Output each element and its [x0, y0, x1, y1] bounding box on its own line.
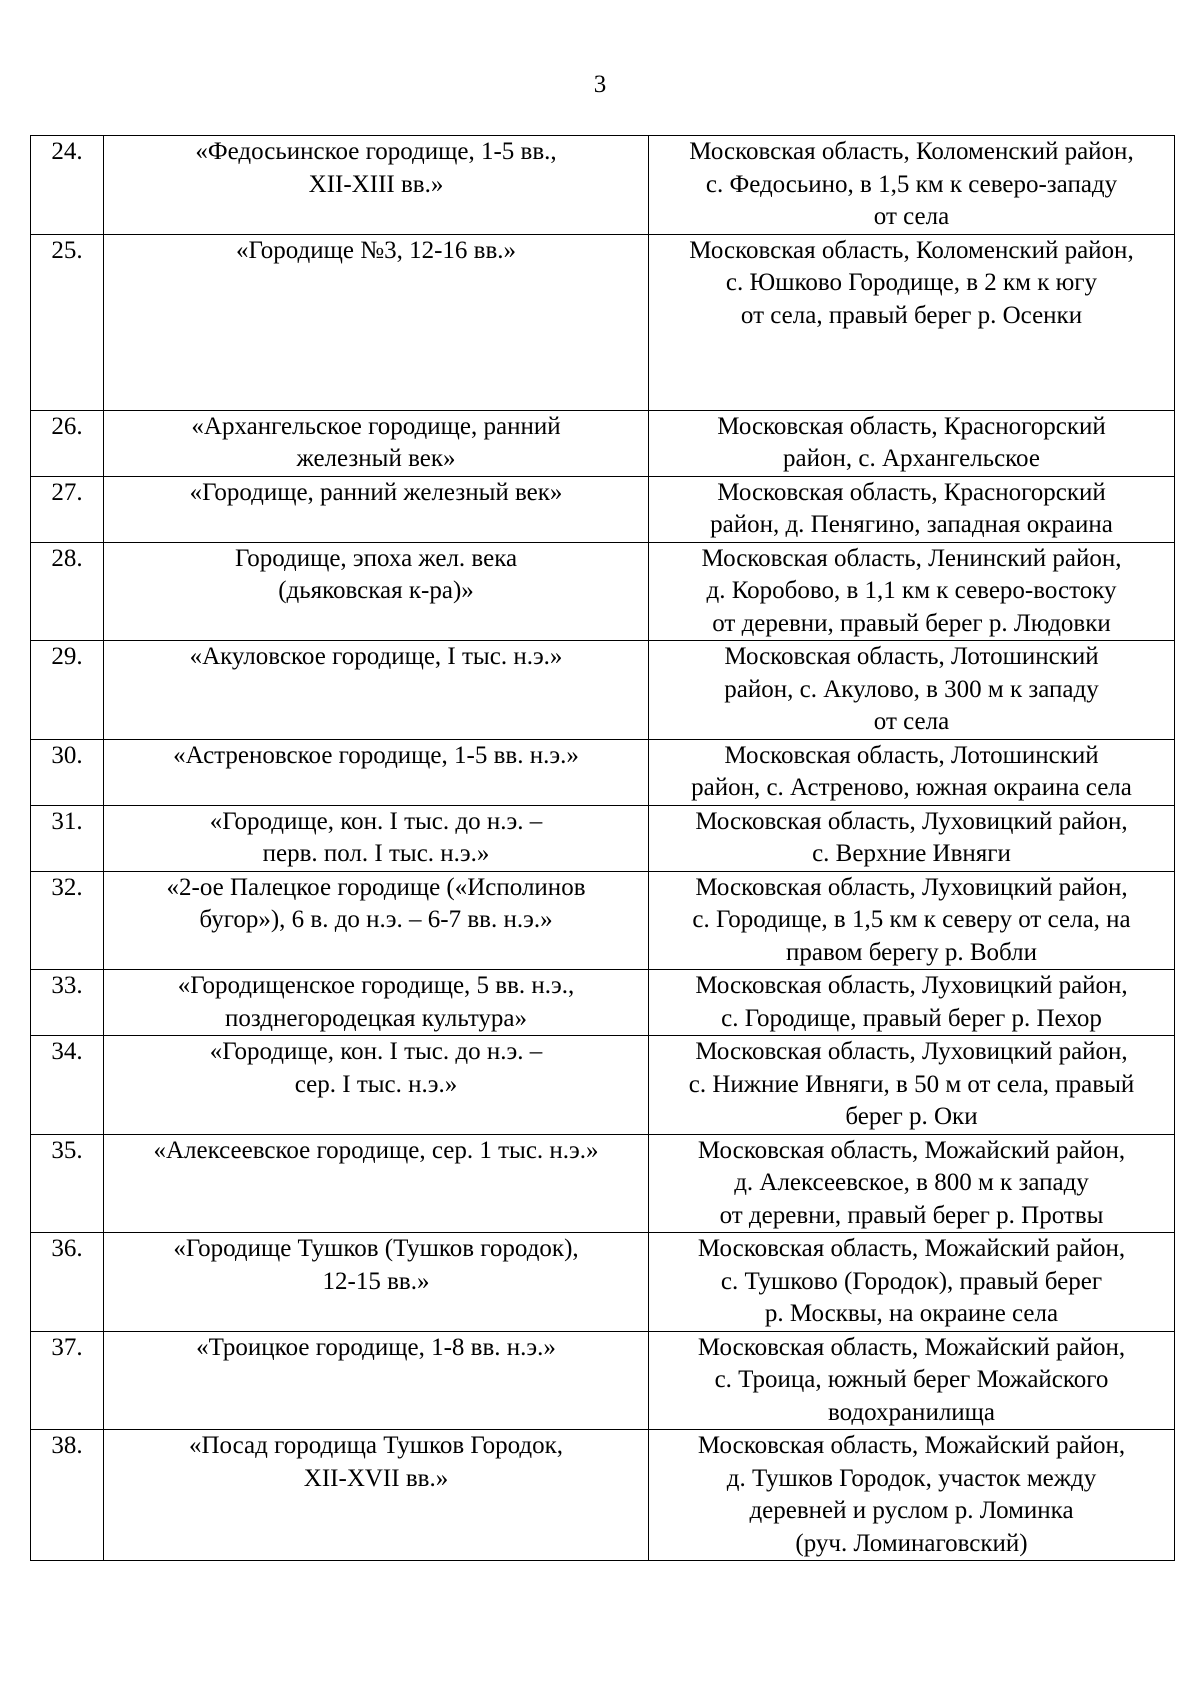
monument-location: Московская область, Красногорский район, с. Архангельское: [649, 410, 1175, 476]
monument-name: «Алексеевское городище, сер. 1 тыс. н.э.»: [104, 1134, 649, 1233]
row-number: 37.: [31, 1331, 104, 1430]
table-row: [31, 136, 1175, 235]
table-row: [31, 542, 1175, 641]
monument-location: Московская область, Луховицкий район, с. Городище, в 1,5 км к северу от села, на правом берегу р. Вобли: [649, 871, 1175, 970]
monument-name: «Городище, ранний железный век»: [104, 476, 649, 542]
row-number: 33.: [31, 970, 104, 1036]
monument-name: «Акуловское городище, I тыс. н.э.»: [104, 641, 649, 740]
monument-name: «Астреновское городище, 1-5 вв. н.э.»: [104, 739, 649, 805]
row-number: 27.: [31, 476, 104, 542]
row-number: 26.: [31, 410, 104, 476]
table-row: [31, 1134, 1175, 1233]
table-row: [31, 1036, 1175, 1135]
row-number: 36.: [31, 1233, 104, 1332]
table-row: [31, 1430, 1175, 1561]
monument-location: Московская область, Лотошинский район, с. Акулово, в 300 м к западу от села: [649, 641, 1175, 740]
monument-location: Московская область, Коломенский район, с. Юшково Городище, в 2 км к югу от села, правый берег р. Осенки: [649, 234, 1175, 410]
monument-name: Городище, эпоха жел. века (дьяковская к-ра)»: [104, 542, 649, 641]
row-number: 30.: [31, 739, 104, 805]
row-number: 29.: [31, 641, 104, 740]
row-number: 32.: [31, 871, 104, 970]
monument-location: Московская область, Можайский район, с. Троица, южный берег Можайского водохранилища: [649, 1331, 1175, 1430]
monument-location: Московская область, Луховицкий район, с. Верхние Ивняги: [649, 805, 1175, 871]
monument-location: Московская область, Луховицкий район, с. Городище, правый берег р. Пехор: [649, 970, 1175, 1036]
monument-location: Московская область, Можайский район, д. Алексеевское, в 800 м к западу от деревни, правый берег р. Протвы: [649, 1134, 1175, 1233]
monument-name: «Городище, кон. I тыс. до н.э. – сер. I тыс. н.э.»: [104, 1036, 649, 1135]
monument-name: «Троицкое городище, 1-8 вв. н.э.»: [104, 1331, 649, 1430]
table-row: [31, 1331, 1175, 1430]
monuments-table: [30, 135, 1175, 1561]
monument-location: Московская область, Можайский район, с. Тушково (Городок), правый берег р. Москвы, на окраине села: [649, 1233, 1175, 1332]
monument-location: Московская область, Можайский район, д. Тушков Городок, участок между деревней и руслом р. Ломинка (руч. Ломинаговский): [649, 1430, 1175, 1561]
monument-location: Московская область, Коломенский район, с. Федосьино, в 1,5 км к северо-западу от села: [649, 136, 1175, 235]
table-row: [31, 739, 1175, 805]
row-number: 28.: [31, 542, 104, 641]
monument-name: «Посад городища Тушков Городок, XII-XVII вв.»: [104, 1430, 649, 1561]
monument-name: «Федосьинское городище, 1-5 вв., XII-XIII вв.»: [104, 136, 649, 235]
table-row: [31, 805, 1175, 871]
table-row: [31, 234, 1175, 410]
row-number: 35.: [31, 1134, 104, 1233]
table-row: [31, 410, 1175, 476]
table-row: [31, 871, 1175, 970]
monument-name: «Городище, кон. I тыс. до н.э. – перв. пол. I тыс. н.э.»: [104, 805, 649, 871]
row-number: 38.: [31, 1430, 104, 1561]
table-row: [31, 476, 1175, 542]
row-number: 25.: [31, 234, 104, 410]
page-number: 3: [593, 71, 607, 98]
table-row: [31, 1233, 1175, 1332]
row-number: 31.: [31, 805, 104, 871]
monument-name: «2-ое Палецкое городище («Исполинов бугор»), 6 в. до н.э. – 6-7 вв. н.э.»: [104, 871, 649, 970]
monument-name: «Городищенское городище, 5 вв. н.э., позднегородецкая культура»: [104, 970, 649, 1036]
monument-name: «Городище Тушков (Тушков городок), 12-15 вв.»: [104, 1233, 649, 1332]
monument-location: Московская область, Лотошинский район, с. Астреново, южная окраина села: [649, 739, 1175, 805]
row-number: 24.: [31, 136, 104, 235]
monument-name: «Архангельское городище, ранний железный век»: [104, 410, 649, 476]
monument-name: «Городище №3, 12-16 вв.»: [104, 234, 649, 410]
monuments-table-body: [31, 136, 1175, 1561]
monument-location: Московская область, Ленинский район, д. Коробово, в 1,1 км к северо-востоку от деревни, правый берег р. Людовки: [649, 542, 1175, 641]
row-number: 34.: [31, 1036, 104, 1135]
table-row: [31, 641, 1175, 740]
monument-location: Московская область, Красногорский район, д. Пенягино, западная окраина: [649, 476, 1175, 542]
table-row: [31, 970, 1175, 1036]
monument-location: Московская область, Луховицкий район, с. Нижние Ивняги, в 50 м от села, правый берег р. Оки: [649, 1036, 1175, 1135]
